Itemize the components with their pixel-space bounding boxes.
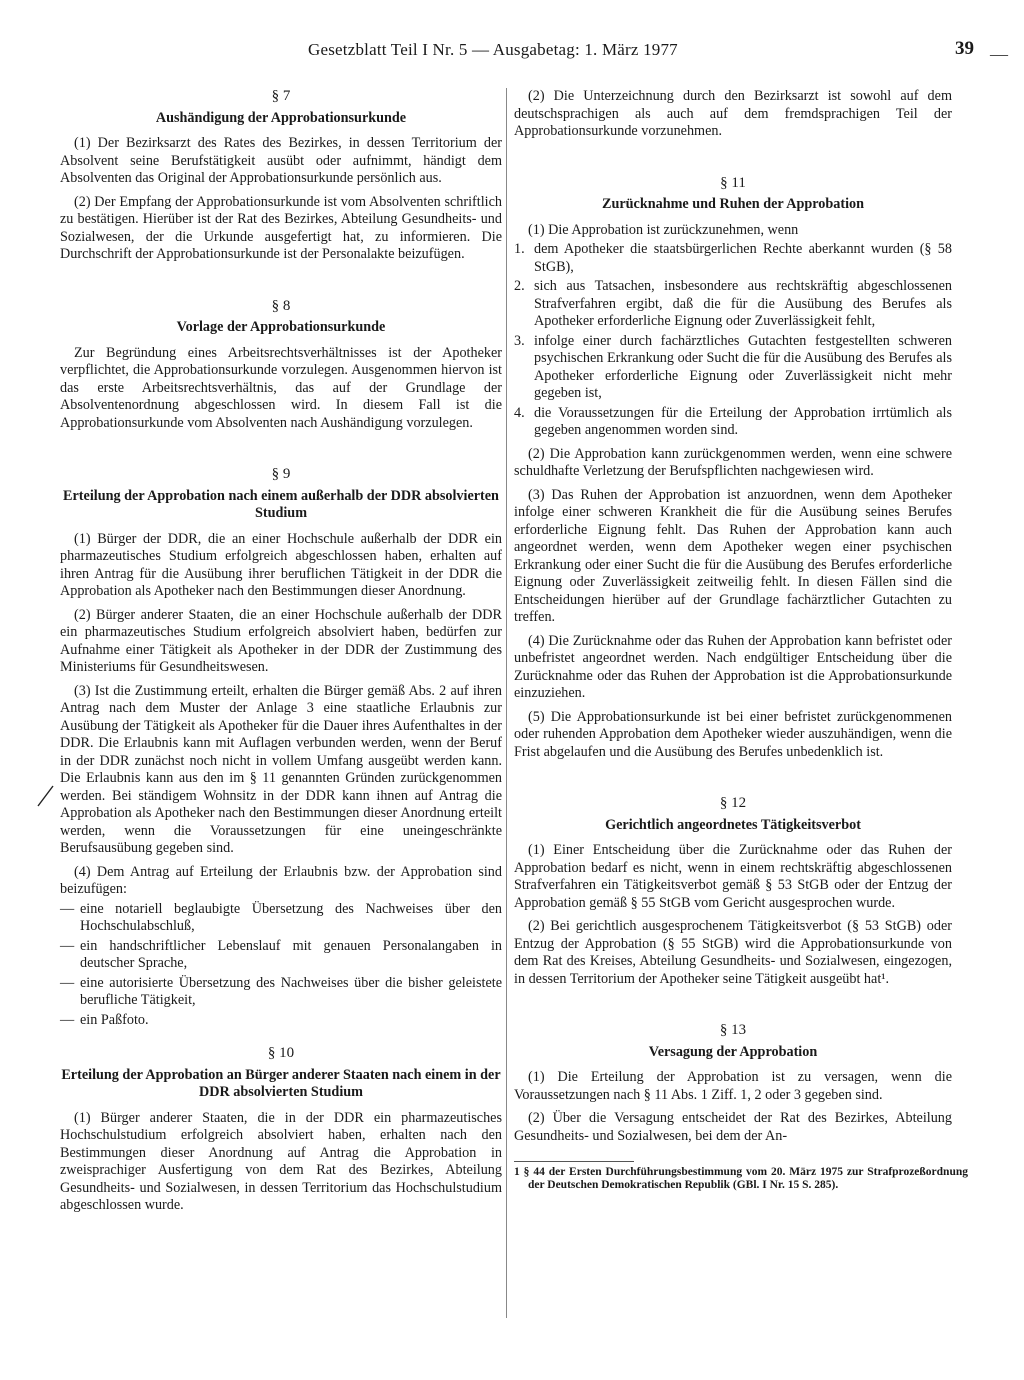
right-column [514, 88, 968, 1192]
list-item-text: die Voraussetzungen für die Erteilung der Approbation irrtümlich als gegeben angenommen worden sind. [534, 404, 952, 438]
paragraph: (1) Bürger anderer Staaten, die in der DDR ein pharmazeutisches Hochschulstudium erfolgreich absolviert haben, erhalten nach den Bestimmungen dieser Anordnung auf Antrag die Approbation in zweisprachiger Ausfertigung von dem Rat des Bezirkes, Abteilung Gesundheits- und Sozialwesen, in dessen Territorium das Hochschulstudium abgeschlossen wurde. [60, 1109, 502, 1213]
list-item [60, 975, 502, 1010]
paragraph: (5) Die Approbationsurkunde ist bei einer befristet zurückgenommenen oder ruhenden Approbation dem Apotheker wieder auszuhändigen, wenn die Frist abgelaufen und die Ausübung des Berufes unbedenklich ist. [514, 708, 952, 760]
section-title: Versagung der Approbation [648, 1043, 818, 1060]
paragraph: (3) Ist die Zustimmung erteilt, erhalten die Bürger gemäß Abs. 2 auf ihren Antrag nach dem Muster der Anlage 3 eine staatliche Erlaubnis zur Ausübung der Tätigkeit als Apotheker für die Dauer ihres Aufenthaltes in der DDR. Die Erlaubnis kann mit Auflagen verbunden werden, wenn der Beruf in der DDR zunächst noch nicht in vollem Umfang ausgeübt werden kann. Die Erlaubnis kann aus den im § 11 genannten Gründen zurückgenommen werden. Bei ständigem Wohnsitz in der DDR kann ihnen auf Antrag die Approbation als Apotheker nach den Bestimmungen dieser Anordnung erteilt werden, wenn die Voraussetzungen für eine uneingeschränkte Berufsausübung gegeben sind. [60, 682, 502, 856]
section-number: § 12 [719, 795, 747, 811]
paragraph: (4) Dem Antrag auf Erteilung der Erlaubnis bzw. der Approbation sind beizufügen: [60, 863, 502, 897]
list-marker: 2. [514, 278, 525, 294]
section-title: Vorlage der Approbationsurkunde [176, 319, 386, 335]
section-title: Gerichtlich angeordnetes Tätigkeitsverbot [605, 816, 861, 833]
paragraph: (1) Die Erteilung der Approbation ist zu versagen, wenn die Voraussetzungen nach § 11 Abs. 1 Ziff. 1, 2 oder 3 gegeben sind. [514, 1069, 952, 1103]
list-item-text: eine notariell beglaubigte Übersetzung des Nachweises über den Hochschulabschluß, [80, 900, 502, 934]
list-item-text: infolge einer durch fachärztliches Gutachten festgestellten schweren psychischen Erkrankung oder Sucht die für die Ausübung des Berufes als Apotheker erforderliche Eignung oder Zuverlässigkeit nicht mehr gegeben ist, [534, 332, 952, 401]
section-number: § 10 [267, 1045, 295, 1061]
paragraph: (1) Die Approbation ist zurückzunehmen, wenn [528, 221, 799, 238]
paragraph: (2) Über die Versagung entscheidet der Rat des Bezirkes, Abteilung Gesundheits- und Sozialwesen, bei dem der An- [514, 1110, 952, 1144]
paragraph: (2) Bei gerichtlich ausgesprochenem Tätigkeitsverbot (§ 53 StGB) oder Entzug der Approbation (§ 55 StGB) wird die Approbationsurkunde von dem Rat des Kreises, Abteilung Gesundheits- und Sozialwesen, eingezogen, in dessen Territorium der Apotheker seine Tätigkeit ausgeübt hat¹. [514, 918, 952, 987]
attachment-list [60, 901, 502, 1030]
revocation-conditions-list [514, 241, 952, 440]
left-column [60, 88, 502, 1221]
paragraph: (1) Der Bezirksarzt des Rates des Bezirkes, in dessen Territorium der Absolvent seine Berufstätigkeit ausübt oder aufnimmt, händigt dem Absolventen das Original der Approbationsurkunde persönlich aus. [60, 135, 502, 186]
list-marker: 3. [514, 332, 525, 349]
paragraph: (2) Die Unterzeichnung durch den Bezirksarzt ist sowohl auf dem deutschsprachigen als auch auf dem fremdsprachigen Teil der Approbationsurkunde vorzunehmen. [514, 88, 952, 139]
list-marker: 1. [514, 241, 525, 257]
list-item [514, 333, 952, 403]
section-number: § 11 [720, 174, 746, 191]
list-item-text: ein Paßfoto. [80, 1011, 149, 1028]
list-item [514, 278, 952, 331]
section-title: Erteilung der Approbation an Bürger anderer Staaten nach einem in der DDR absolvierten Studium [61, 1066, 501, 1100]
page-header [60, 38, 974, 66]
footnote: 1 § 44 der Ersten Durchführungsbestimmung vom 20. März 1975 zur Strafprozeßordnung der Deutschen Demokratischen Republik (GBl. I Nr. 15 S. 285). [514, 1166, 968, 1191]
list-item [514, 241, 952, 276]
section-number: § 9 [271, 466, 291, 482]
paragraph: (2) Der Empfang der Approbationsurkunde ist vom Absolventen schriftlich zu bestätigen. Hierüber ist der Rat des Bezirkes, Abteilung Gesundheits- und Sozialwesen, der die Urkunde ausgefertigt hat, zu informieren. Die Durchschrift der Approbationsurkunde ist der Personalakte beizufügen. [60, 193, 502, 262]
list-item [60, 938, 502, 973]
paragraph: (2) Bürger anderer Staaten, die an einer Hochschule außerhalb der DDR ein pharmazeutisches Studium erfolgreich absolviert haben, bedürfen zur Aufnahme einer Tätigkeit als Apotheker in der DDR der Zustimmung des Ministeriums für Gesundheitswesen. [60, 606, 502, 675]
list-item-text: sich aus Tatsachen, insbesondere aus rechtskräftig abgeschlossenen Strafverfahren ergibt, daß die für die Ausübung des Berufes als Apotheker erforderliche Eignung oder Zuverlässigkeit fehlt, [534, 278, 952, 329]
list-item [60, 901, 502, 936]
pen-mark [36, 784, 56, 808]
list-marker: — [60, 900, 75, 917]
page-number: 39 [955, 38, 974, 59]
list-item [514, 405, 952, 440]
list-marker: — [60, 1011, 75, 1028]
paragraph: (1) Bürger der DDR, die an einer Hochschule außerhalb der DDR ein pharmazeutisches Studium erfolgreich abgeschlossen haben, erhalten auf ihren Antrag für die Ausübung ihrer beruflichen Tätigkeit in der DDR die Approbation als Apotheker nach den Bestimmungen dieser Anordnung. [60, 530, 502, 599]
footnote-rule [514, 1161, 634, 1162]
section-title: Aushändigung der Approbationsurkunde [155, 109, 407, 126]
list-item [60, 1012, 502, 1030]
section-number: § 8 [271, 297, 291, 314]
section-number: § 7 [271, 88, 291, 104]
margin-mark: — [990, 44, 1008, 64]
paragraph: Zur Begründung eines Arbeitsrechtsverhältnisses ist der Apotheker verpflichtet, die Approbationsurkunde vorzulegen. Ausgenommen hiervon ist das erste Arbeitsrechtsverhältnis, das auf der Grundlage der Absolventenordnung abgeschlossen wird. In diesem Fall ist die Approbationsurkunde vom Absolventen nach Aushändigung vorzulegen. [60, 344, 502, 431]
paragraph: (3) Das Ruhen der Approbation ist anzuordnen, wenn dem Apotheker infolge einer schweren Krankheit die für die Ausübung seines Berufes erforderliche Eignung fehlt. Das Ruhen der Approbation kann auch angeordnet werden, wenn dem Apotheker wegen einer psychischen Erkrankung oder einer Sucht die für die Ausübung des Berufes erforderliche Eignung oder Zuverlässigkeit zeitweilig fehlt. In diesen Fällen sind die Entscheidungen hierüber auf der Grundlage fachärztlicher Gutachten zu treffen. [514, 486, 952, 625]
list-item-text: ein handschriftlicher Lebenslauf mit genauen Personalangaben in deutscher Sprache, [80, 937, 502, 971]
section-title: Zurücknahme und Ruhen der Approbation [601, 196, 865, 212]
paragraph: (4) Die Zurücknahme oder das Ruhen der Approbation kann befristet oder unbefristet angeordnet werden. Nach endgültiger Entscheidung über die Zurücknahme oder das Ruhen der Approbation ist die Approbationsurkunde einzuziehen. [514, 632, 952, 701]
running-title: Gesetzblatt Teil I Nr. 5 — Ausgabetag: 1. März 1977 [308, 40, 678, 59]
paragraph: (1) Einer Entscheidung über die Zurücknahme oder das Ruhen der Approbation bedarf es nicht, wenn in einem rechtskräftig abgeschlossenen Strafverfahren ein Tätigkeitsverbot gemäß § 53 StGB oder der Entzug der Approbation gemäß § 55 StGB vom Gericht ausgesprochen wurde. [514, 842, 952, 911]
section-title: Erteilung der Approbation nach einem außerhalb der DDR absolvierten Studium [63, 487, 499, 521]
list-item-text: eine autorisierte Übersetzung des Nachweises über die bisher geleistete berufliche Tätigkeit, [80, 974, 502, 1008]
column-rule [506, 88, 507, 1318]
paragraph: (2) Die Approbation kann zurückgenommen werden, wenn eine schwere schuldhafte Verletzung der Berufspflichten nachgewiesen wird. [514, 445, 952, 479]
list-marker: — [60, 974, 75, 991]
section-number: § 13 [719, 1022, 747, 1038]
list-marker: — [60, 937, 75, 954]
list-marker: 4. [514, 404, 525, 421]
list-item-text: dem Apotheker die staatsbürgerlichen Rechte aberkannt wurden (§ 58 StGB), [534, 241, 952, 275]
